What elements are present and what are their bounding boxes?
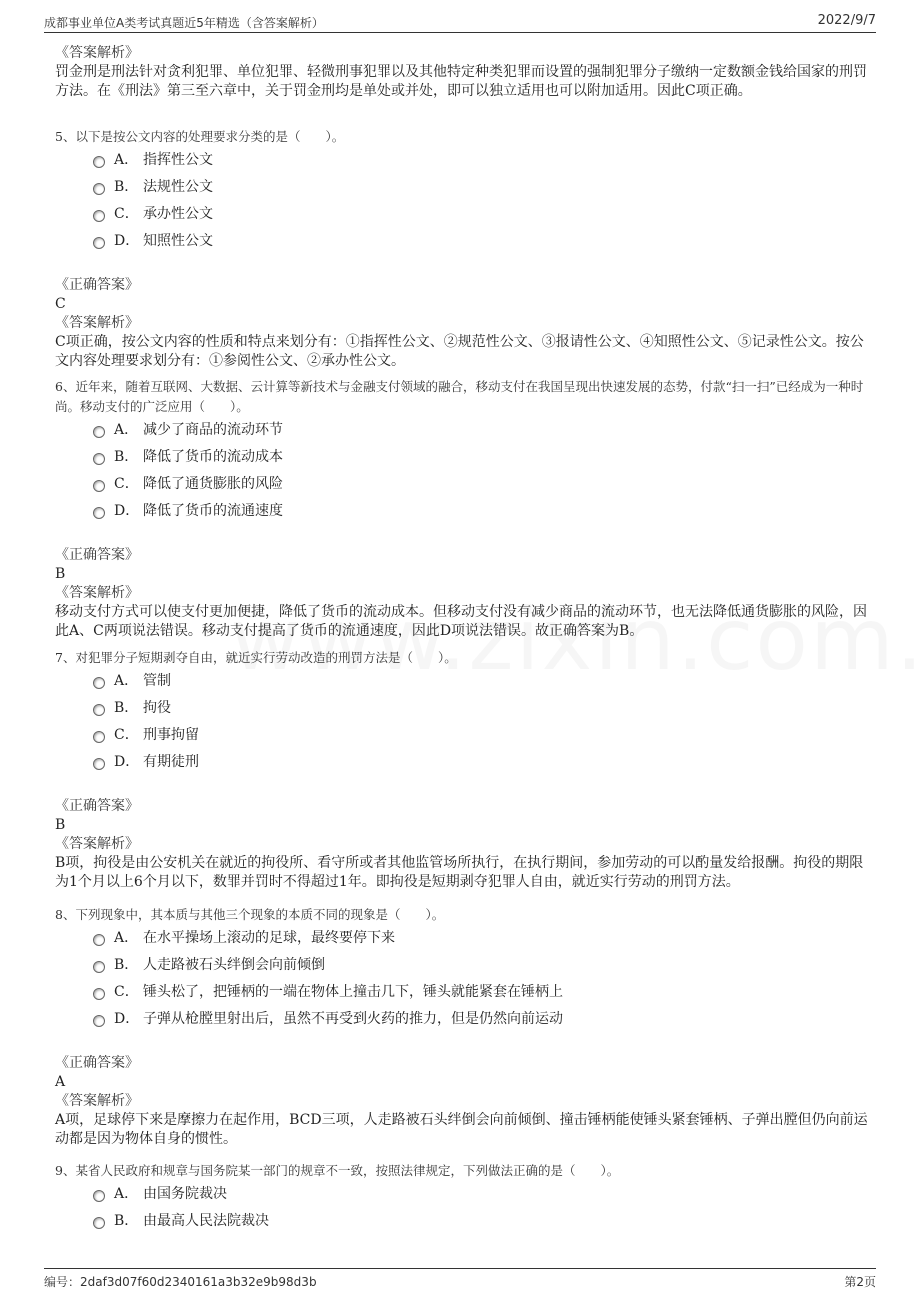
option-7b[interactable]: B． 拘役	[55, 695, 868, 722]
question-5: 5、以下是按公文内容的处理要求分类的是（ ）。	[55, 129, 345, 144]
radio-button[interactable]	[93, 210, 105, 222]
correct-answer-label: 《正确答案》	[55, 277, 139, 293]
radio-button[interactable]	[93, 758, 105, 770]
page-header	[44, 12, 876, 33]
question-8: 8、下列现象中，其本质与其他三个现象的本质不同的现象是（ ）。	[55, 907, 445, 922]
radio-button[interactable]	[93, 1015, 105, 1027]
radio-button[interactable]	[93, 480, 105, 492]
option-6b[interactable]: B． 降低了货币的流动成本	[55, 444, 868, 471]
analysis-label: 《答案解析》	[55, 836, 139, 852]
question-9: 9、某省人民政府和规章与国务院某一部门的规章不一致，按照法律规定，下列做法正确的是（ ）。	[55, 1163, 620, 1178]
option-7c[interactable]: C． 刑事拘留	[55, 722, 868, 749]
analysis-label: 《答案解析》	[55, 315, 139, 331]
correct-answer-5: C	[55, 296, 66, 312]
page-footer	[44, 1268, 876, 1293]
radio-button[interactable]	[93, 237, 105, 249]
option-6d[interactable]: D． 降低了货币的流通速度	[55, 498, 868, 525]
option-9b[interactable]: B． 由最高人民法院裁决	[55, 1208, 868, 1235]
radio-button[interactable]	[93, 183, 105, 195]
radio-button[interactable]	[93, 1190, 105, 1202]
analysis-6: 移动支付方式可以使支付更加便捷，降低了货币的流动成本。但移动支付没有减少商品的流动环节，也无法降低通货膨胀的风险，因此A、C两项说法错误。移动支付提高了货币的流通速度，因此D项说法错误。故正确答案为B。	[55, 604, 867, 639]
radio-button[interactable]	[93, 156, 105, 168]
radio-button[interactable]	[93, 961, 105, 973]
radio-button[interactable]	[93, 1217, 105, 1229]
option-8b[interactable]: B． 人走路被石头绊倒会向前倾倒	[55, 952, 868, 979]
radio-button[interactable]	[93, 934, 105, 946]
option-5a[interactable]: A． 指挥性公文	[55, 147, 868, 174]
option-6c[interactable]: C． 降低了通货膨胀的风险	[55, 471, 868, 498]
analysis-text: 罚金刑是刑法针对贪利犯罪、单位犯罪、轻微刑事犯罪以及其他特定种类犯罪而设置的强制犯罪分子缴纳一定数额金钱给国家的刑罚方法。在《刑法》第三至六章中，关于罚金刑均是单处或并处，即可以独立适用也可以附加适用。因此C项正确。	[55, 64, 867, 99]
radio-button[interactable]	[93, 704, 105, 716]
option-5c[interactable]: C． 承办性公文	[55, 201, 868, 228]
correct-answer-8: A	[55, 1074, 66, 1090]
option-7d[interactable]: D． 有期徒刑	[55, 749, 868, 776]
option-9a[interactable]: A． 由国务院裁决	[55, 1181, 868, 1208]
option-8a[interactable]: A． 在水平操场上滚动的足球，最终要停下来	[55, 925, 868, 952]
radio-button[interactable]	[93, 677, 105, 689]
page-content	[55, 44, 868, 1235]
correct-answer-6: B	[55, 566, 66, 582]
correct-answer-label: 《正确答案》	[55, 547, 139, 563]
option-5d[interactable]: D． 知照性公文	[55, 228, 868, 255]
radio-button[interactable]	[93, 426, 105, 438]
option-5b[interactable]: B． 法规性公文	[55, 174, 868, 201]
option-8c[interactable]: C． 锤头松了，把锤柄的一端在物体上撞击几下，锤头就能紧套在锤柄上	[55, 979, 868, 1006]
document-date: 2022/9/7	[817, 13, 876, 28]
document-title: 成都事业单位A类考试真题近5年精选（含答案解析）	[44, 16, 324, 30]
correct-answer-7: B	[55, 817, 66, 833]
correct-answer-label: 《正确答案》	[55, 1055, 139, 1071]
radio-button[interactable]	[93, 507, 105, 519]
correct-answer-label: 《正确答案》	[55, 798, 139, 814]
question-6: 6、近年来，随着互联网、大数据、云计算等新技术与金融支付领域的融合，移动支付在我国呈现出快速发展的态势，付款“扫一扫”已经成为一种时尚。移动支付的广泛应用（ ）。	[55, 379, 864, 414]
analysis-label: 《答案解析》	[55, 45, 139, 61]
analysis-label: 《答案解析》	[55, 585, 139, 601]
radio-button[interactable]	[93, 988, 105, 1000]
analysis-8: A项，足球停下来是摩擦力在起作用，BCD三项，人走路被石头绊倒会向前倾倒、撞击锤柄能使锤头紧套锤柄、子弹出膛但仍向前运动都是因为物体自身的惯性。	[55, 1112, 868, 1147]
option-6a[interactable]: A． 减少了商品的流动环节	[55, 417, 868, 444]
option-8d[interactable]: D． 子弹从枪膛里射出后，虽然不再受到火药的推力，但是仍然向前运动	[55, 1006, 868, 1033]
option-7a[interactable]: A． 管制	[55, 668, 868, 695]
radio-button[interactable]	[93, 731, 105, 743]
document-code: 编号：2daf3d07f60d2340161a3b32e9b98d3b	[44, 1275, 317, 1289]
page-number: 第2页	[844, 1275, 876, 1289]
radio-button[interactable]	[93, 453, 105, 465]
question-7: 7、对犯罪分子短期剥夺自由，就近实行劳动改造的刑罚方法是（ ）。	[55, 650, 457, 665]
analysis-label: 《答案解析》	[55, 1093, 139, 1109]
analysis-5: C项正确，按公文内容的性质和特点来划分有：①指挥性公文、②规范性公文、③报请性公文、④知照性公文、⑤记录性公文。按公文内容处理要求划分有：①参阅性公文、②承办性公文。	[55, 334, 864, 369]
analysis-7: B项，拘役是由公安机关在就近的拘役所、看守所或者其他监管场所执行，在执行期间，参加劳动的可以酌量发给报酬。拘役的期限为1个月以上6个月以下，数罪并罚时不得超过1年。即拘役是短期剥夺犯罪人自由，就近实行劳动的刑罚方法。	[55, 855, 864, 890]
